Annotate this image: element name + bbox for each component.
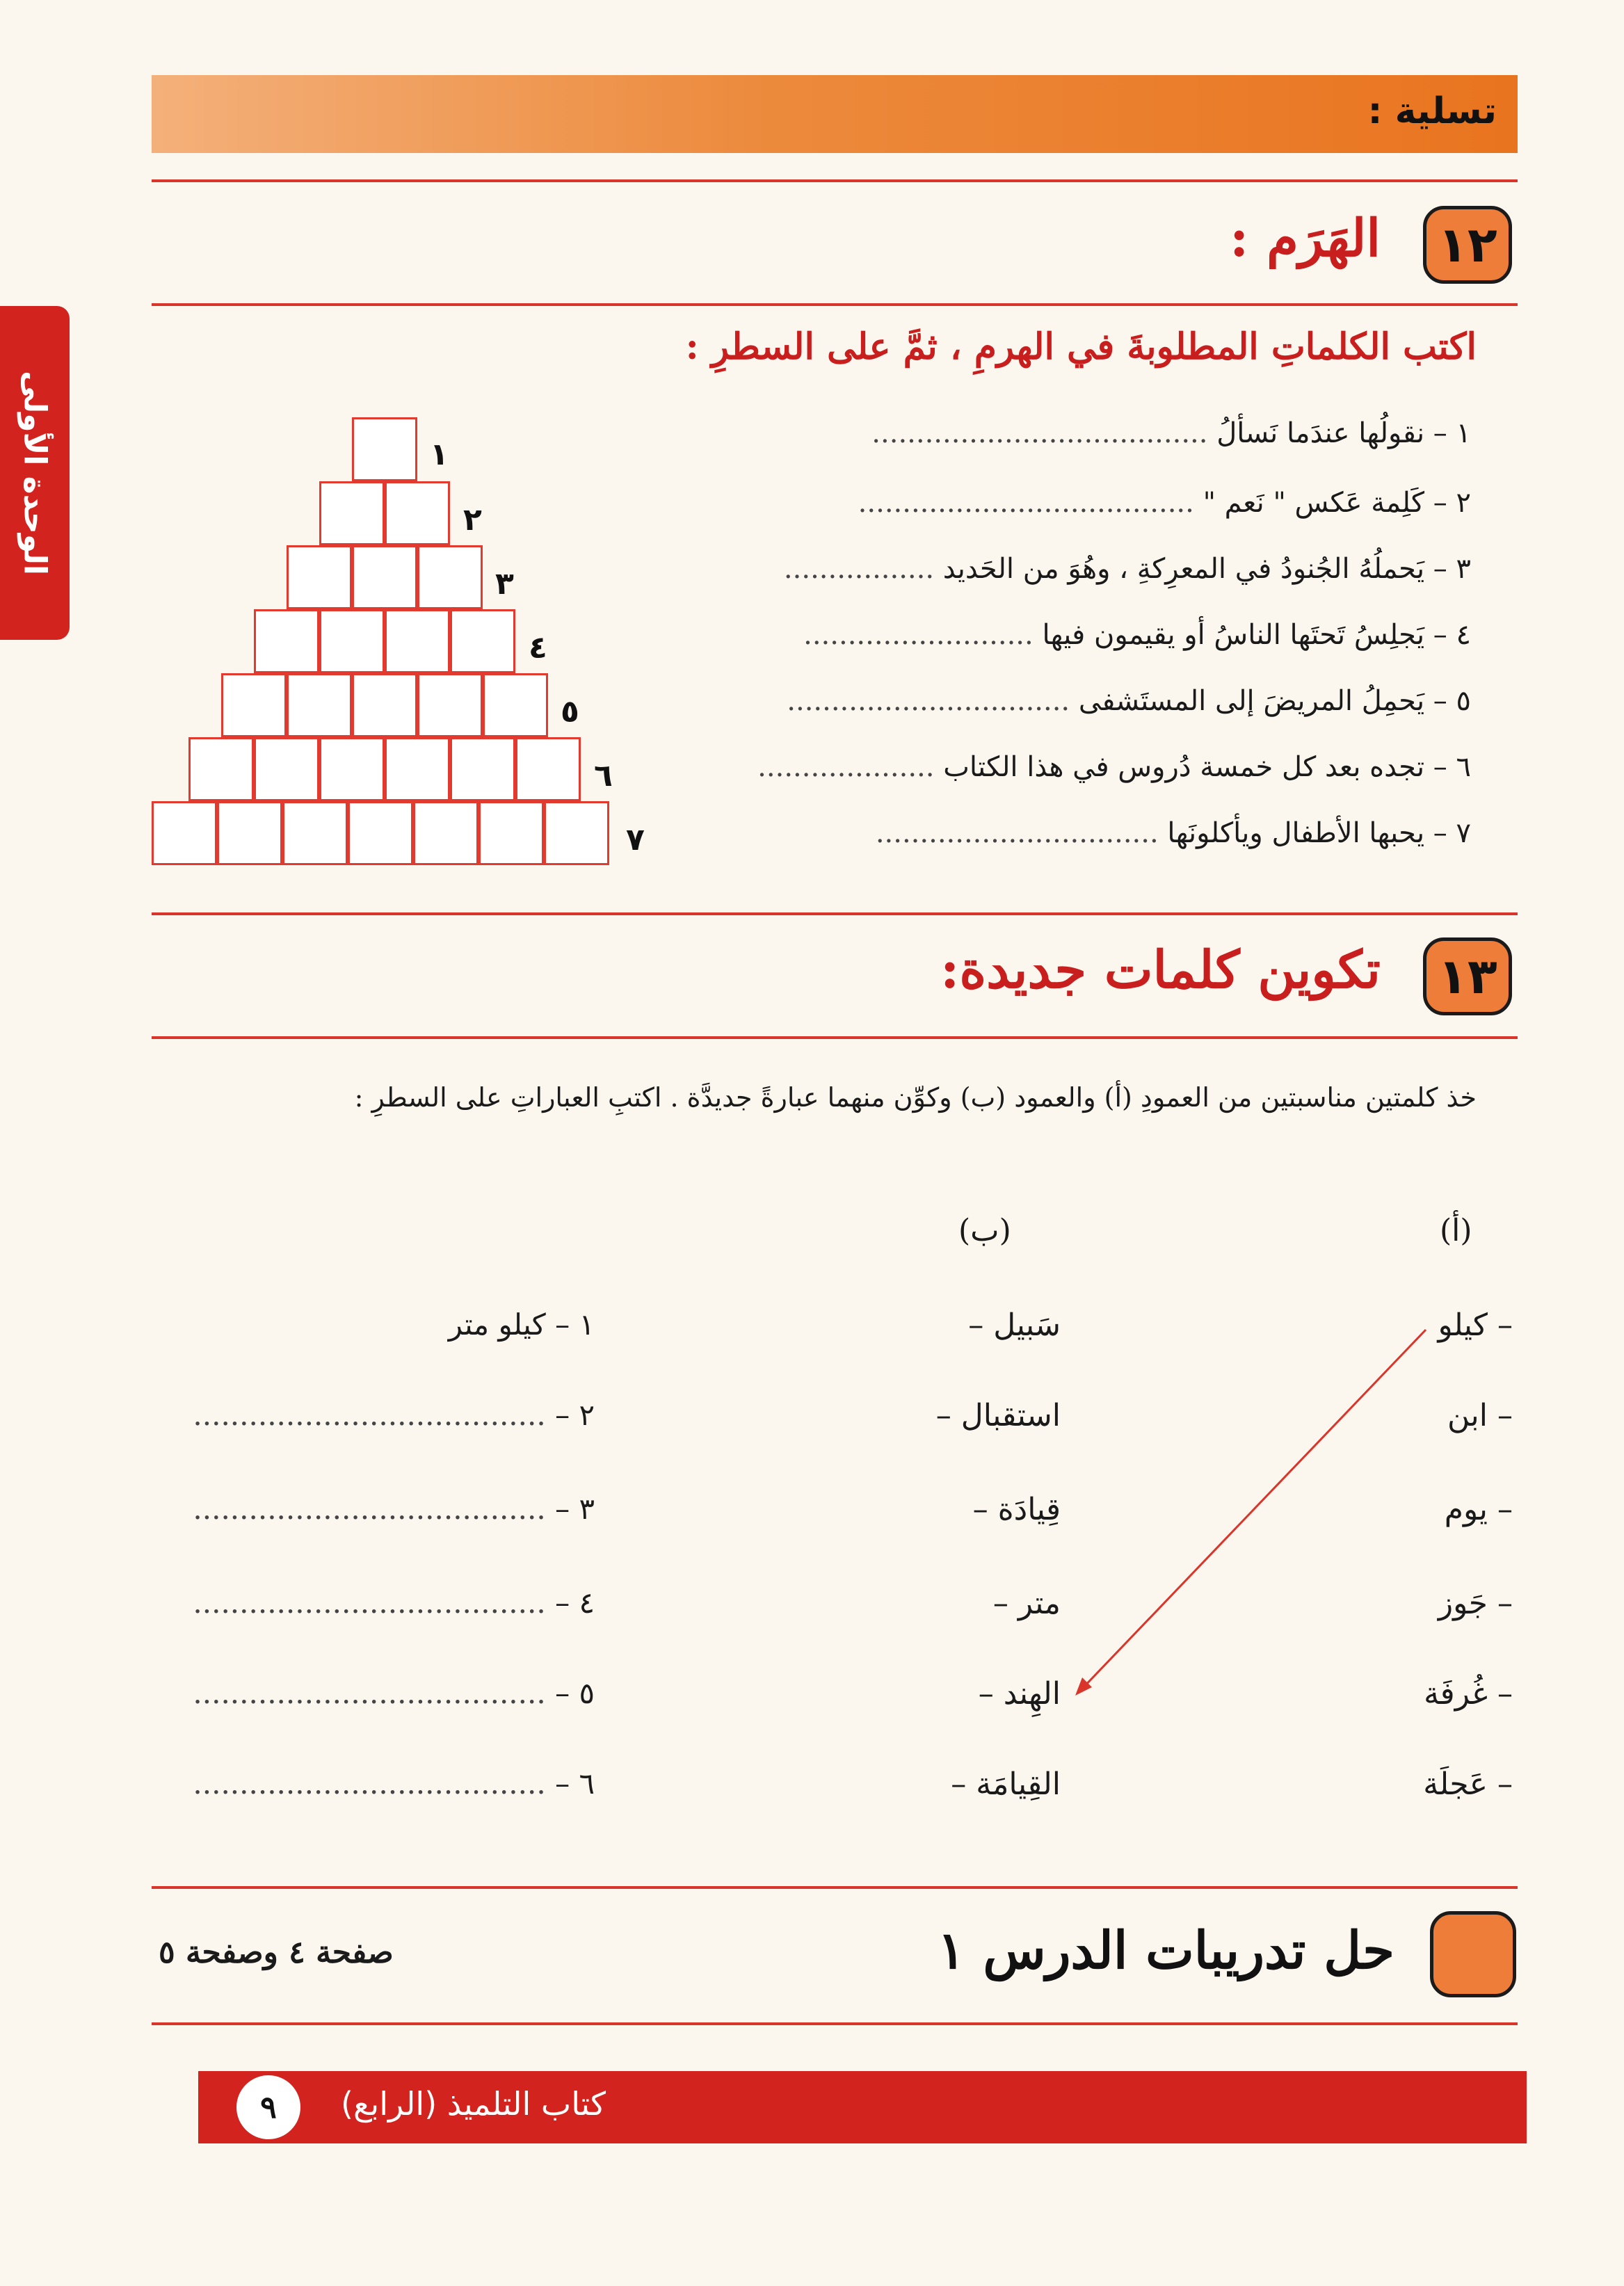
answer-number: ٦ –	[555, 1766, 595, 1801]
clue-text: ٥ – يَحمِلُ المريضَ إلى المستَشفى	[1078, 685, 1471, 717]
answer-number: ٤ –	[555, 1586, 595, 1620]
column-b-item[interactable]: الهِند –	[978, 1676, 1061, 1712]
answer-dots[interactable]: ......................................	[193, 1492, 546, 1526]
divider	[152, 1886, 1518, 1889]
answer-number: ٥ –	[555, 1676, 595, 1710]
clue-text: ١ – نقولُها عندَما نَسألُ	[1216, 417, 1471, 449]
pyramid-row-number: ١	[430, 437, 449, 472]
answer-dots[interactable]: ......................................	[858, 487, 1194, 519]
section-13-title: تكوين كلمات جديدة:	[940, 940, 1381, 1000]
column-b-header: (ب)	[958, 1213, 1011, 1248]
answer-dots[interactable]: ................................	[875, 817, 1159, 849]
section-13-badge: ١٣	[1423, 937, 1512, 1015]
pyramid-row-number: ٦	[594, 758, 613, 794]
section-13-instruction: خذ كلمتين مناسبتين من العمودِ (أ) والعمود (ب) وكوِّن منهما عبارةً جديدَّة . اكتبِ العباراتِ على السطرِ :	[354, 1082, 1477, 1113]
pyramid-row-number: ٧	[626, 822, 645, 858]
clue-text: ٢ – كَلِمة عَكس " نَعم "	[1203, 487, 1471, 519]
column-a-item[interactable]: – كيلو	[1438, 1307, 1513, 1343]
clue-text: ٤ – يَجلِسُ تَحتَها الناسُ أو يقيمون فيها	[1042, 619, 1471, 651]
column-b-item[interactable]: استقبال –	[935, 1398, 1061, 1433]
footer-book-title: كتاب التلميذ (الرابع)	[341, 2085, 606, 2123]
answer-dots[interactable]: ....................	[757, 751, 935, 783]
answer-number: ٣ –	[555, 1492, 595, 1526]
column-a-item[interactable]: – جَوز	[1438, 1586, 1513, 1621]
column-a-item[interactable]: – عَجلَة	[1423, 1766, 1513, 1802]
column-a-header: (أ)	[1440, 1213, 1472, 1248]
answer-dots[interactable]: ......................................	[193, 1398, 546, 1432]
column-a-item[interactable]: – غُرفَة	[1424, 1676, 1513, 1712]
answer-line-5	[193, 1676, 595, 1710]
column-b-item[interactable]: القِيامَة –	[951, 1766, 1061, 1802]
answer-line-3	[193, 1492, 595, 1526]
section-12-title: الهَرَم :	[1230, 209, 1381, 268]
clue-text: ٧ – يحبها الأطفال ويأكلونَها	[1167, 817, 1471, 849]
answer-dots[interactable]: ......................................	[193, 1586, 546, 1620]
answer-dots[interactable]: ......................................	[871, 417, 1208, 449]
pyramid-row-number: ٤	[529, 630, 547, 666]
solution-pages: صفحة ٤ وصفحة ٥	[159, 1935, 394, 1970]
divider	[152, 2022, 1518, 2025]
answer-line-2	[193, 1398, 595, 1432]
section-12-instruction: اكتب الكلماتِ المطلوبةَ في الهرمِ ، ثمَّ على السطرِ :	[685, 325, 1477, 368]
solution-badge	[1430, 1911, 1516, 1997]
answer-dots[interactable]: ................................	[787, 685, 1070, 717]
answer-line-6	[193, 1766, 595, 1801]
column-b-item[interactable]: متر –	[992, 1586, 1061, 1621]
column-b-item[interactable]: قِيادَة –	[972, 1492, 1061, 1527]
answer-line-1: ١ – كيلو متر	[448, 1307, 595, 1342]
answer-dots[interactable]: ......................................	[193, 1766, 546, 1801]
answer-dots[interactable]: ..........................	[803, 619, 1034, 651]
pyramid-row-number: ٣	[495, 566, 514, 602]
unit-label: الوحدة الأولى	[17, 371, 53, 575]
column-a-item[interactable]: – يوم	[1444, 1492, 1513, 1527]
clue-text: ٣ – يَحملُهُ الجُنودُ في المعرِكةِ ، وهُوَ من الحَديد	[942, 553, 1471, 585]
header-label: تسلية :	[1367, 90, 1497, 132]
page-number: ٩	[236, 2075, 300, 2139]
solution-title: حل تدريبات الدرس ١	[937, 1921, 1394, 1981]
answer-line-4	[193, 1586, 595, 1620]
section-12-badge: ١٢	[1423, 206, 1512, 284]
column-a-item[interactable]: – ابن	[1447, 1398, 1513, 1433]
answer-dots[interactable]: .................	[783, 553, 935, 585]
clue-text: ٦ – تجده بعد كل خمسة دُروس في هذا الكتاب	[943, 751, 1471, 783]
column-b-item[interactable]: سَبيل –	[968, 1307, 1061, 1343]
pyramid-row-number: ٢	[463, 502, 482, 538]
answer-number: ٢ –	[555, 1398, 595, 1432]
pyramid-row-number: ٥	[561, 694, 579, 730]
answer-dots[interactable]: ......................................	[193, 1676, 546, 1710]
